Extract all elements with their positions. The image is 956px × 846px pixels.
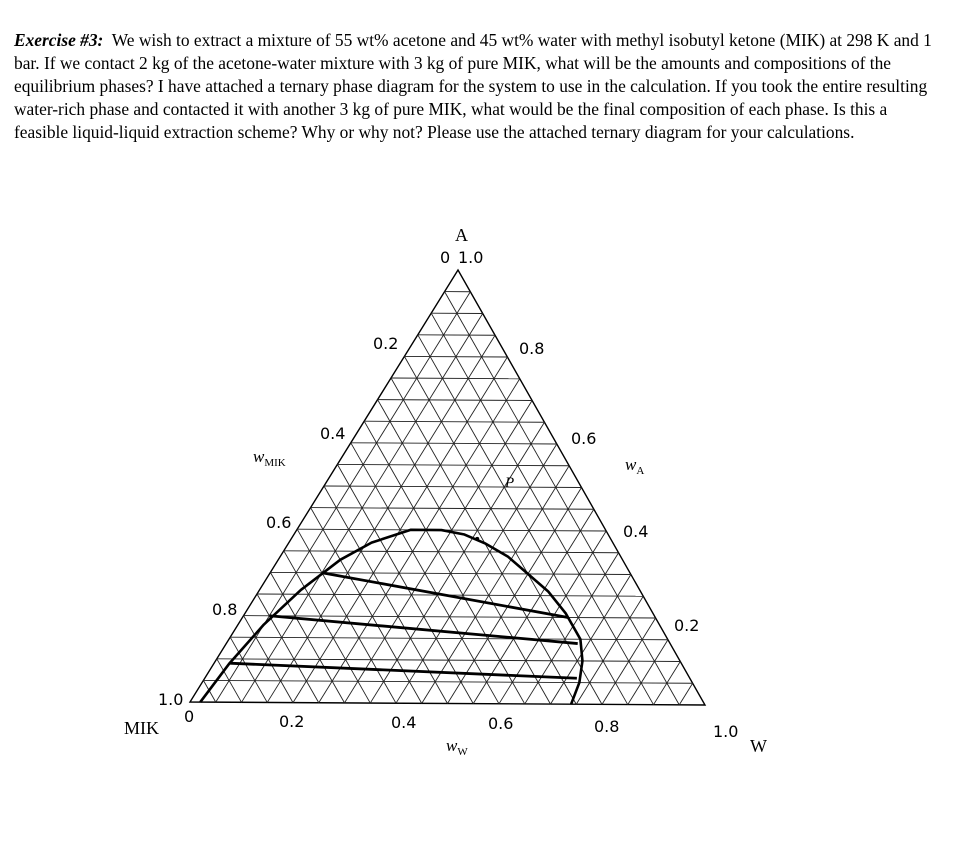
tick-right-0.2: 0.2 <box>674 616 700 635</box>
tick-left-1.0: 1.0 <box>158 690 184 709</box>
grid-line-const-a <box>351 443 557 444</box>
grid-line-const-a <box>391 378 520 379</box>
grid-line-const-w <box>267 335 495 702</box>
tick-left-0.2: 0.2 <box>373 334 399 353</box>
tick-top-zero: 0 <box>440 248 451 267</box>
tie-line-2 <box>269 616 577 644</box>
grid-line-const-a <box>311 508 594 510</box>
tick-left-0.4: 0.4 <box>320 424 346 443</box>
grid-line-const-a <box>203 680 692 683</box>
grid-line-const-w <box>216 292 471 702</box>
tick-right-0.6: 0.6 <box>571 429 597 448</box>
grid-line-const-w <box>679 683 692 705</box>
plait-point-label: P <box>505 475 515 491</box>
tick-top-one: 1.0 <box>458 248 484 267</box>
axis-label-w-w: $w_W$ <box>446 736 468 758</box>
grid-line-const-mik <box>257 594 319 703</box>
tick-left-corner-zero: 0 <box>184 707 195 726</box>
vertex-label-water: W <box>750 736 767 756</box>
grid-line-const-a <box>337 464 569 465</box>
grid-line-const-a <box>364 421 544 422</box>
triangle-grid <box>190 270 705 705</box>
grid-line-const-a <box>404 356 507 357</box>
tick-right-0.4: 0.4 <box>623 522 649 541</box>
tick-right-0.8: 0.8 <box>519 339 545 358</box>
plait-point-marker <box>475 537 479 541</box>
tie-line-3 <box>230 663 577 678</box>
tick-bottom-0.4: 0.4 <box>391 713 417 732</box>
grid-line-const-a <box>230 637 668 640</box>
grid-line-const-mik <box>418 335 628 705</box>
grid-line-const-w <box>576 596 643 704</box>
tick-left-0.8: 0.8 <box>212 600 238 619</box>
axis-label-w-a: $w_A$ <box>625 455 645 477</box>
vertex-label-acetone: A <box>455 225 468 245</box>
axis-label-w-mik: $w_{MIK}$ <box>253 447 286 469</box>
tick-bottom-0.8: 0.8 <box>594 717 620 736</box>
exercise-label: Exercise #3: <box>14 30 104 51</box>
tick-bottom-0.6: 0.6 <box>488 714 514 733</box>
tick-bottom-0.2: 0.2 <box>279 712 305 731</box>
exercise-body: We wish to extract a mixture of 55 wt% acetone and 45 wt% water with methyl isobutyl ketone (MIK) at 298 K and 1 bar. If we contact 2 kg of the acetone-water mixture with 3 kg of pure MIK, what will be the amounts and compositions of the equilibrium phases? I have attached a ternary phase diagram for the system to use in the calculation. If you took the entire resulting water-rich phase and contacted it with another 3 kg of pure MIK, what would be the final composition of each phase. Is this a feasible liquid-liquid extraction scheme? Why or why not? Please use the attached ternary diagram for your calculations. <box>14 30 932 143</box>
tick-bottom-1.0: 1.0 <box>713 722 739 741</box>
grid-line-const-w <box>525 553 619 704</box>
vertex-label-mik: MIK <box>124 718 159 738</box>
grid-line-const-a <box>378 400 532 401</box>
tick-left-0.6: 0.6 <box>266 513 292 532</box>
grid-line-const-mik <box>364 421 525 704</box>
